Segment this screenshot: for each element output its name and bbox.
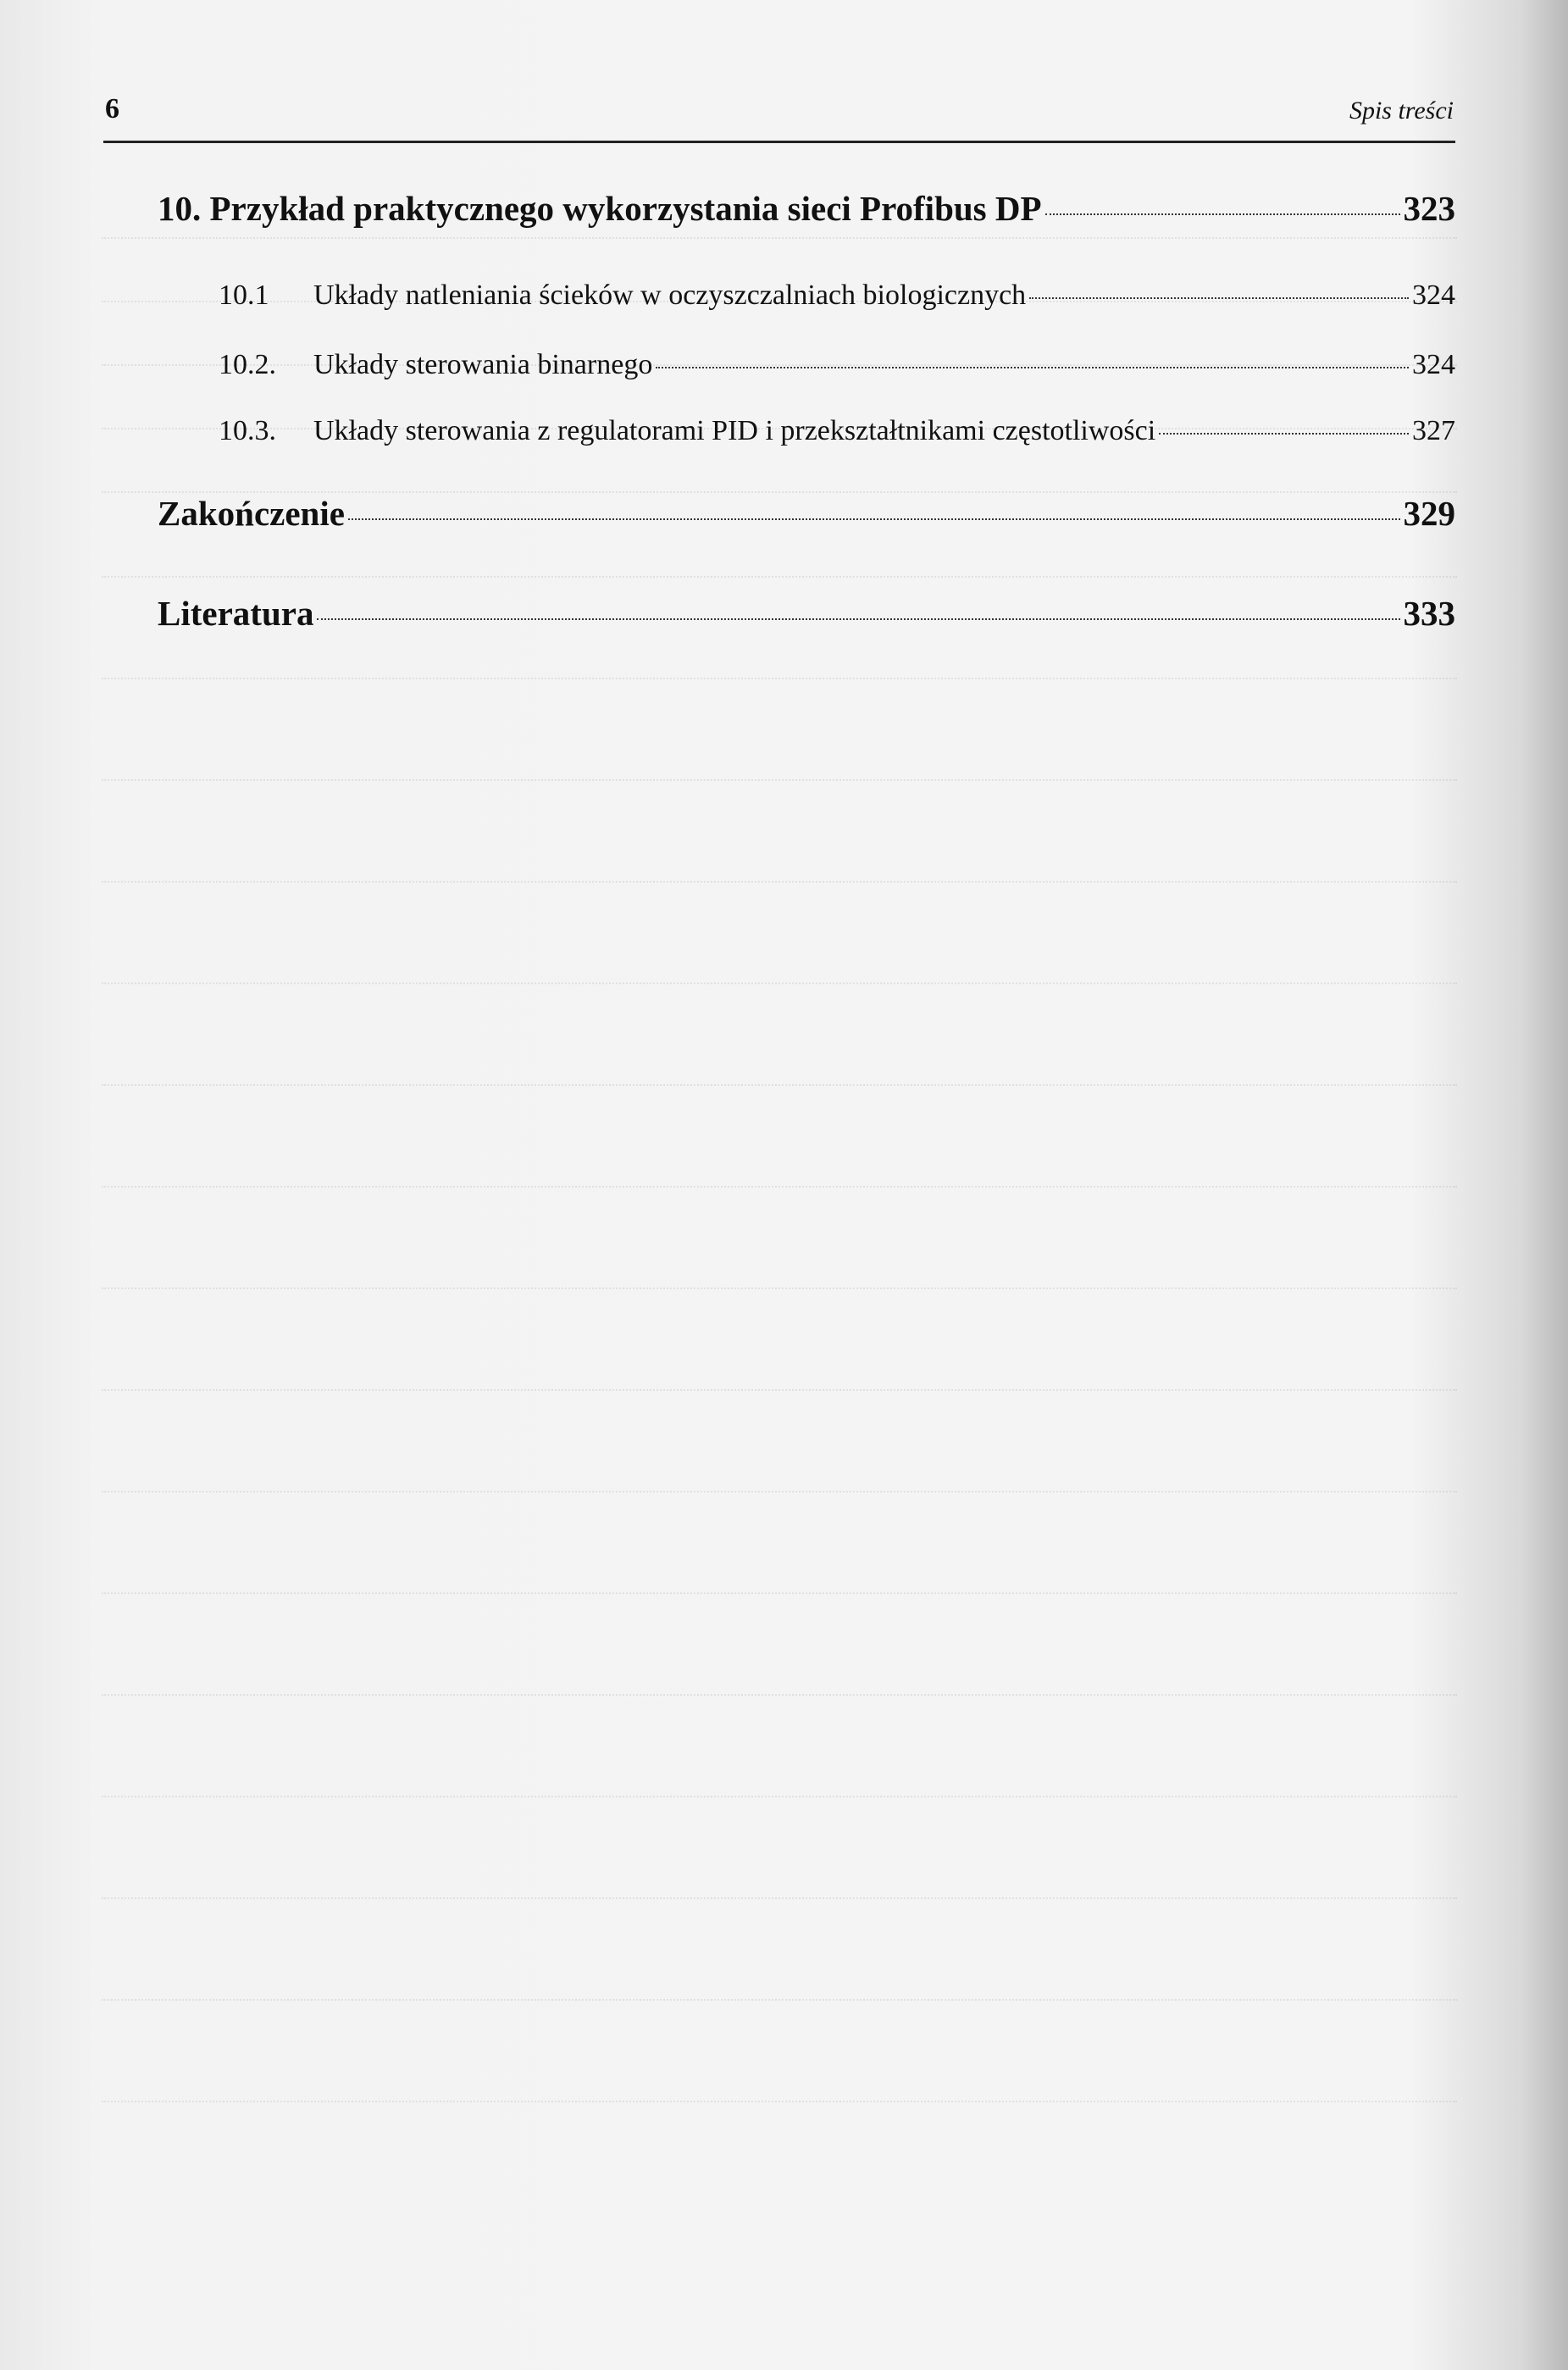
dot-leader (1029, 297, 1409, 299)
page-number: 6 (105, 93, 119, 125)
toc-entry-title: Literatura (158, 594, 314, 633)
toc-entry-section-10-1 (219, 280, 1455, 312)
toc-entry-page: 329 (1403, 494, 1455, 533)
toc-entry-title: Układy natleniania ścieków w oczyszczalniach biologicznych (313, 280, 1027, 311)
toc-entry-title: Przykład praktycznego wykorzystania sieci Profibus DP (209, 189, 1042, 228)
bleed-through-text (102, 102, 1457, 2177)
toc-entry-title: Układy sterowania z regulatorami PID i przekształtnikami częstotliwości (313, 415, 1156, 446)
toc-entry-title: Układy sterowania binarnego (313, 349, 653, 380)
toc-entry-page: 324 (1412, 280, 1455, 311)
toc-entry-number: 10.2. (219, 349, 276, 380)
dot-leader (1159, 433, 1409, 435)
dot-leader (656, 367, 1409, 368)
toc-entry-title: Zakończenie (158, 494, 345, 533)
toc-entry-page: 324 (1412, 349, 1455, 380)
toc-entry-number: 10.1 (219, 280, 269, 311)
toc-entry-number: 10. (158, 189, 202, 228)
running-title: Spis treści (1349, 97, 1454, 125)
toc-entry-section-10-2 (219, 349, 1455, 381)
toc-entry-section-10-3 (219, 415, 1455, 447)
dot-leader (348, 518, 1400, 520)
toc-entry-page: 323 (1403, 189, 1455, 228)
page-header (103, 93, 1455, 143)
toc-entry-chapter-10 (158, 188, 1455, 229)
dot-leader (1045, 213, 1400, 215)
toc-entry-page: 333 (1403, 594, 1455, 633)
toc-entry-literatura (158, 593, 1455, 634)
toc-entry-page: 327 (1412, 415, 1455, 446)
toc-entry-zakonczenie (158, 493, 1455, 534)
dot-leader (317, 618, 1399, 620)
toc-entry-number: 10.3. (219, 415, 276, 446)
